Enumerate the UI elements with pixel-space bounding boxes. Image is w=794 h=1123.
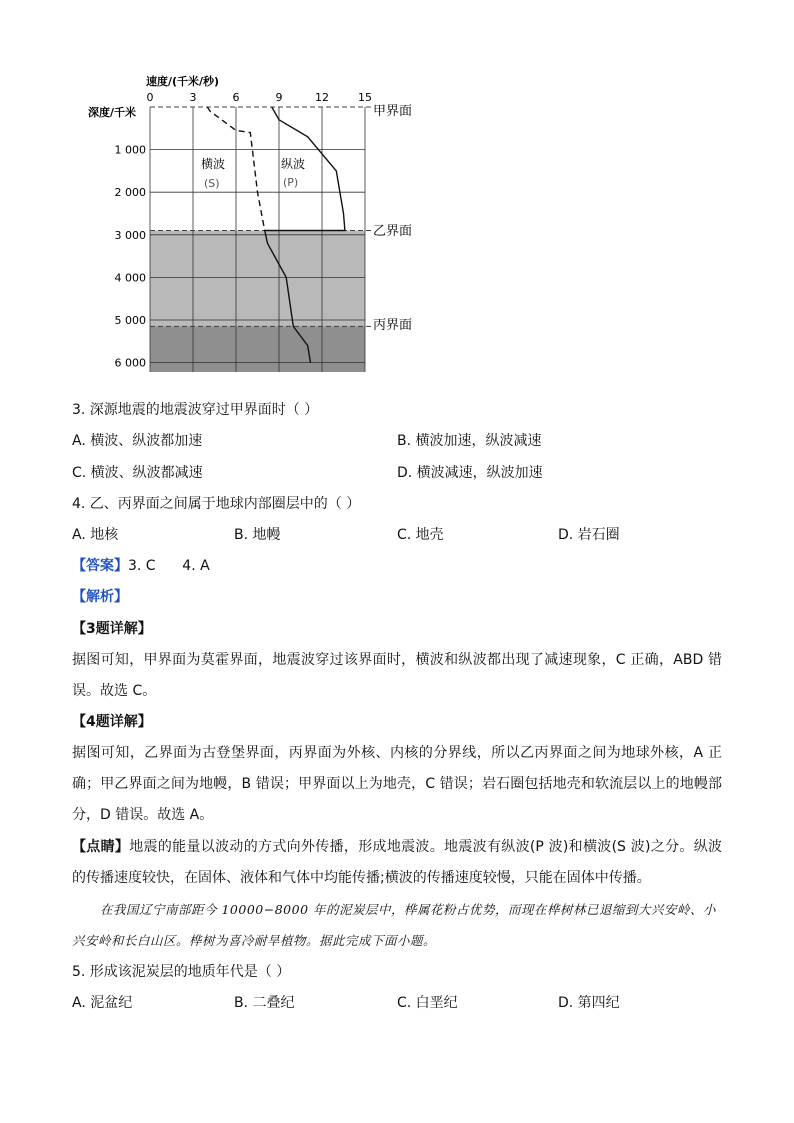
- reading-passage: 在我国辽宁南部距今 10000−8000 年的泥炭层中，桦属花粉占优势，而现在桦树林已退缩到大兴安岭、小兴安岭和长白山区。桦树为喜冷耐旱植物。据此完成下面小题。: [72, 902, 716, 948]
- p-wave-code: (P): [283, 176, 299, 189]
- detail3-text: 据图可知，甲界面为莫霍界面，地震波穿过该界面时，横波和纵波都出现了减速现象，C 正确，ABD 错误。故选 C。: [72, 652, 722, 699]
- q4-option-c: C. 地壳: [397, 527, 444, 543]
- q5-option-a: A. 泥盆纪: [72, 995, 133, 1011]
- q5-option-d: D. 第四纪: [558, 995, 620, 1011]
- boundary-yi-label: 乙界面: [373, 224, 413, 239]
- s-wave-code: (S): [204, 177, 220, 190]
- speed-tick-6: 6: [232, 91, 240, 104]
- q3-option-a: A. 横波、纵波都加速: [72, 433, 203, 449]
- speed-tick-3: 3: [189, 91, 197, 104]
- q3-option-b: B. 横波加速，纵波减速: [397, 433, 542, 449]
- detail4-text: 据图可知，乙界面为古登堡界面，丙界面为外核、内核的分界线，所以乙丙界面之间为地球外核，A 正确；甲乙界面之间为地幔，B 错误；甲界面以上为地壳，C 错误；岩石圈包括地壳和软流层以上的地幔部分，D 错误。故选 A。: [72, 745, 722, 823]
- speed-tick-0: 0: [146, 91, 154, 104]
- q3-option-c: C. 横波、纵波都减速: [72, 465, 203, 481]
- boundary-jia-label: 甲界面: [373, 104, 413, 119]
- analysis-tag: 【解析】: [72, 589, 128, 605]
- detail4-title: 【4题详解】: [72, 714, 152, 730]
- seismic-wave-chart: [80, 70, 440, 390]
- q5-option-b: B. 二叠纪: [234, 995, 295, 1011]
- q4-option-a: A. 地核: [72, 527, 119, 543]
- q3-option-d: D. 横波减速，纵波加速: [397, 465, 543, 481]
- p-wave-label: 纵波: [281, 157, 306, 171]
- seismic-wave-figure: [80, 70, 440, 390]
- depth-tick-3000: 3 000: [114, 228, 146, 242]
- q5-stem: 5. 形成该泥炭层的地质年代是（ ）: [72, 964, 291, 980]
- answer-tag: 【答案】: [72, 558, 128, 574]
- inner-core-band: [150, 326, 365, 372]
- depth-tick-4000: 4 000: [114, 271, 146, 285]
- depth-tick-5000: 5 000: [114, 314, 146, 327]
- tip-tag: 【点睛】: [72, 839, 130, 855]
- answer-line: [72, 556, 210, 576]
- q5-option-c: C. 白垩纪: [397, 995, 458, 1011]
- speed-tick-12: 12: [315, 91, 329, 104]
- depth-tick-6000: 6 000: [114, 356, 146, 370]
- speed-tick-9: 9: [275, 91, 283, 104]
- answer-text: 3. C 4. A: [128, 558, 210, 574]
- q4-option-d: D. 岩石圈: [558, 527, 620, 543]
- q4-option-b: B. 地幔: [234, 527, 281, 543]
- depth-tick-2000: 2 000: [114, 186, 146, 200]
- speed-tick-15: 15: [358, 91, 372, 104]
- depth-tick-1000: 1 000: [114, 143, 146, 157]
- speed-axis-label: 速度/(千米/秒): [146, 75, 220, 88]
- depth-axis-label: 深度/千米: [88, 106, 137, 119]
- boundary-bing-label: 丙界面: [373, 318, 413, 333]
- analysis-line: [72, 587, 128, 607]
- q3-stem: 3. 深源地震的地震波穿过甲界面时（ ）: [72, 402, 319, 418]
- tip-text: 地震的能量以波动的方式向外传播，形成地震波。地震波有纵波(P 波)和横波(S 波)之分。纵波的传播速度较快，在固体、液体和气体中均能传播;横波的传播速度较慢，只能在固体中传播。: [72, 839, 723, 886]
- outer-core-band: [150, 231, 365, 327]
- q4-stem: 4. 乙、丙界面之间属于地球内部圈层中的（ ）: [72, 496, 361, 512]
- tip-paragraph: [72, 832, 722, 894]
- s-wave-label: 横波: [201, 157, 226, 171]
- detail3-title: 【3题详解】: [72, 621, 152, 637]
